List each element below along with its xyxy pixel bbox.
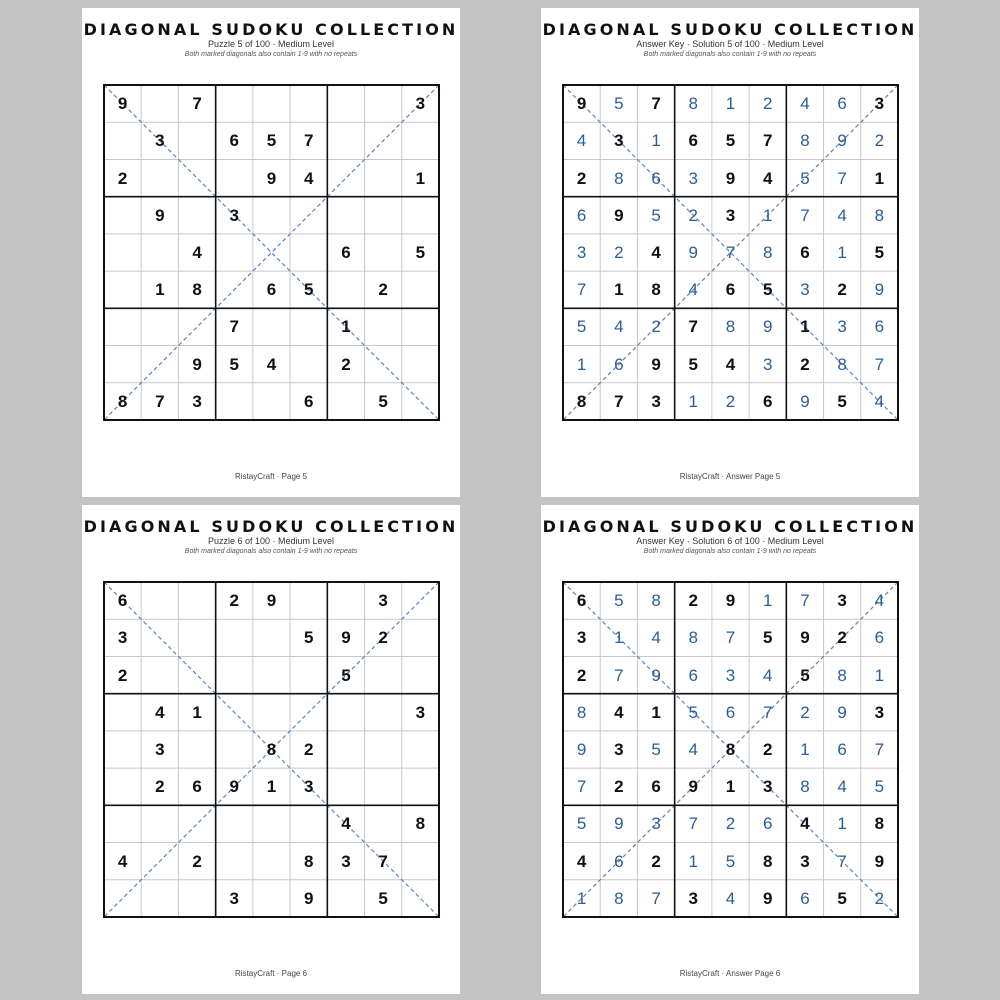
given-digit: 3 <box>155 739 165 759</box>
solution-digit: 3 <box>688 168 698 188</box>
given-digit: 3 <box>614 739 624 759</box>
page-subtitle: Puzzle 6 of 100 · Medium Level <box>207 536 335 546</box>
solution-digit: 1 <box>688 391 698 411</box>
given-digit: 5 <box>415 242 426 262</box>
given-digit: 5 <box>341 665 351 685</box>
given-digit: 4 <box>576 851 587 871</box>
given-digit: 1 <box>651 702 661 722</box>
solution-digit: 4 <box>874 591 885 611</box>
given-digit: 6 <box>266 280 277 300</box>
given-digit: 1 <box>341 317 351 337</box>
solution-digit: 4 <box>651 628 661 648</box>
given-digit: 7 <box>614 391 624 411</box>
given-digit: 3 <box>651 391 661 411</box>
given-digit: 9 <box>874 851 885 871</box>
given-digit: 1 <box>725 777 736 797</box>
given-digit: 4 <box>614 702 624 722</box>
solution-digit: 1 <box>725 94 736 114</box>
solution-digit: 7 <box>576 777 587 797</box>
given-digit: 7 <box>651 94 661 114</box>
solution-digit: 6 <box>837 739 847 759</box>
solution-digit: 8 <box>614 888 624 908</box>
given-digit: 8 <box>576 391 587 411</box>
solution-digit: 3 <box>762 354 773 374</box>
solution-digit: 8 <box>837 665 847 685</box>
solution-digit: 7 <box>614 665 624 685</box>
page-title: DIAGONAL SUDOKU COLLECTION <box>83 20 459 39</box>
solution-digit: 8 <box>651 591 661 611</box>
given-digit: 2 <box>117 168 128 188</box>
solution-digit: 6 <box>837 94 847 114</box>
given-digit: 9 <box>800 628 810 648</box>
given-digit: 6 <box>651 777 661 797</box>
given-digit: 9 <box>762 888 773 908</box>
solution-digit: 8 <box>874 205 885 225</box>
given-digit: 8 <box>192 280 202 300</box>
given-digit: 8 <box>117 391 128 411</box>
given-digit: 3 <box>303 777 314 797</box>
given-digit: 4 <box>762 168 773 188</box>
page-footer: RistayCraft · Answer Page 5 <box>679 472 781 481</box>
given-digit: 9 <box>614 205 624 225</box>
given-digit: 3 <box>874 702 885 722</box>
given-digit: 8 <box>651 280 661 300</box>
solution-digit: 5 <box>725 851 736 871</box>
given-digit: 2 <box>688 591 698 611</box>
given-digit: 5 <box>378 391 388 411</box>
given-digit: 5 <box>762 280 773 300</box>
solution-digit: 4 <box>837 777 847 797</box>
solution-digit: 1 <box>614 628 624 648</box>
given-digit: 2 <box>192 851 202 871</box>
given-digit: 2 <box>576 665 587 685</box>
given-digit: 8 <box>415 814 426 834</box>
page-footer: RistayCraft · Answer Page 6 <box>679 969 781 978</box>
solution-digit: 6 <box>762 814 773 834</box>
solution-digit: 2 <box>725 814 736 834</box>
given-digit: 4 <box>341 814 351 834</box>
page-subtitle: Puzzle 5 of 100 · Medium Level <box>207 39 335 49</box>
given-digit: 9 <box>229 777 239 797</box>
solution-digit: 9 <box>651 665 661 685</box>
solution-digit: 2 <box>688 205 698 225</box>
solution-digit: 8 <box>762 242 773 262</box>
given-digit: 5 <box>762 628 773 648</box>
given-digit: 9 <box>576 94 587 114</box>
given-digit: 7 <box>688 317 698 337</box>
given-digit: 3 <box>155 131 165 151</box>
given-digit: 2 <box>341 354 351 374</box>
page-subtitle: Answer Key · Solution 5 of 100 · Medium Level <box>636 39 824 49</box>
page-title: DIAGONAL SUDOKU COLLECTION <box>542 20 918 39</box>
given-digit: 3 <box>229 888 239 908</box>
page-note: Both marked diagonals also contain 1-9 with no repeats <box>643 548 817 555</box>
solution-digit: 5 <box>874 777 885 797</box>
given-digit: 6 <box>576 591 587 611</box>
solution-digit: 7 <box>762 702 773 722</box>
solution-digit: 5 <box>614 591 624 611</box>
given-digit: 8 <box>874 814 885 834</box>
solution-digit: 2 <box>614 242 624 262</box>
given-digit: 5 <box>688 354 698 374</box>
solution-digit: 7 <box>800 205 810 225</box>
solution-digit: 3 <box>651 814 661 834</box>
solution-digit: 9 <box>874 280 885 300</box>
solution-digit: 9 <box>576 739 587 759</box>
given-digit: 5 <box>837 391 847 411</box>
given-digit: 8 <box>303 851 314 871</box>
given-digit: 6 <box>303 391 314 411</box>
given-digit: 1 <box>415 168 426 188</box>
solution-digit: 6 <box>874 317 885 337</box>
solution-digit: 2 <box>800 702 810 722</box>
given-digit: 2 <box>303 739 314 759</box>
given-digit: 4 <box>192 242 202 262</box>
page-note: Both marked diagonals also contain 1-9 with no repeats <box>184 51 358 58</box>
given-digit: 3 <box>576 628 587 648</box>
solution-digit: 4 <box>874 391 885 411</box>
solution-digit: 9 <box>800 391 810 411</box>
sudoku-grid <box>104 582 439 917</box>
solution-digit: 6 <box>800 888 810 908</box>
solution-digit: 7 <box>874 739 885 759</box>
solution-digit: 2 <box>725 391 736 411</box>
solution-digit: 9 <box>762 317 773 337</box>
given-digit: 1 <box>266 777 277 797</box>
given-digit: 9 <box>725 168 736 188</box>
page-subtitle: Answer Key · Solution 6 of 100 · Medium Level <box>636 536 824 546</box>
solution-digit: 5 <box>800 168 810 188</box>
sudoku-grid <box>563 85 898 420</box>
given-digit: 5 <box>874 242 885 262</box>
given-digit: 7 <box>762 131 773 151</box>
solution-digit: 8 <box>800 131 810 151</box>
solution-digit: 7 <box>688 814 698 834</box>
page-title: DIAGONAL SUDOKU COLLECTION <box>542 517 918 536</box>
given-digit: 5 <box>303 280 314 300</box>
given-digit: 7 <box>155 391 165 411</box>
solution-digit: 4 <box>688 739 698 759</box>
given-digit: 5 <box>266 131 277 151</box>
given-digit: 3 <box>688 888 698 908</box>
solution-digit: 1 <box>762 205 773 225</box>
solution-digit: 6 <box>576 205 587 225</box>
solution-digit: 7 <box>800 591 810 611</box>
given-digit: 2 <box>837 628 847 648</box>
solution-digit: 4 <box>688 280 698 300</box>
given-digit: 2 <box>229 591 239 611</box>
given-digit: 4 <box>155 702 165 722</box>
page-footer: RistayCraft · Page 6 <box>234 969 308 978</box>
given-digit: 8 <box>762 851 773 871</box>
given-digit: 9 <box>266 591 277 611</box>
solution-digit: 1 <box>576 354 587 374</box>
given-digit: 4 <box>725 354 736 374</box>
solution-digit: 6 <box>614 851 624 871</box>
solution-digit: 6 <box>614 354 624 374</box>
solution-digit: 7 <box>725 242 736 262</box>
solution-digit: 4 <box>762 665 773 685</box>
solution-digit: 1 <box>688 851 698 871</box>
given-digit: 9 <box>688 777 698 797</box>
solution-digit: 9 <box>614 814 624 834</box>
given-digit: 6 <box>341 242 351 262</box>
given-digit: 3 <box>725 205 736 225</box>
given-digit: 7 <box>303 131 314 151</box>
given-digit: 4 <box>800 814 810 834</box>
solution-digit: 8 <box>800 777 810 797</box>
page-note: Both marked diagonals also contain 1-9 with no repeats <box>184 548 358 555</box>
solution-digit: 4 <box>614 317 624 337</box>
given-digit: 5 <box>229 354 239 374</box>
given-digit: 9 <box>341 628 351 648</box>
solution-digit: 7 <box>837 168 847 188</box>
given-digit: 1 <box>800 317 810 337</box>
given-digit: 5 <box>725 131 736 151</box>
given-digit: 2 <box>837 280 847 300</box>
given-digit: 4 <box>117 851 128 871</box>
solution-digit: 2 <box>651 317 661 337</box>
given-digit: 3 <box>800 851 810 871</box>
given-digit: 3 <box>614 131 624 151</box>
solution-digit: 3 <box>837 317 847 337</box>
solution-digit: 3 <box>725 665 736 685</box>
answer-page-6 <box>541 505 919 994</box>
solution-digit: 7 <box>576 280 587 300</box>
solution-digit: 1 <box>651 131 661 151</box>
given-digit: 3 <box>341 851 351 871</box>
given-digit: 9 <box>155 205 165 225</box>
puzzle-page-6 <box>82 505 460 994</box>
given-digit: 6 <box>688 131 698 151</box>
given-digit: 1 <box>874 168 885 188</box>
given-digit: 6 <box>800 242 810 262</box>
given-digit: 5 <box>837 888 847 908</box>
page-note: Both marked diagonals also contain 1-9 with no repeats <box>643 51 817 58</box>
solution-digit: 1 <box>874 665 885 685</box>
answer-page-5 <box>541 8 919 497</box>
given-digit: 4 <box>266 354 277 374</box>
solution-digit: 4 <box>725 888 736 908</box>
given-digit: 7 <box>192 94 202 114</box>
given-digit: 2 <box>378 280 388 300</box>
given-digit: 3 <box>415 94 426 114</box>
solution-digit: 8 <box>688 628 698 648</box>
given-digit: 2 <box>651 851 661 871</box>
given-digit: 2 <box>800 354 810 374</box>
solution-digit: 8 <box>576 702 587 722</box>
given-digit: 3 <box>117 628 128 648</box>
given-digit: 6 <box>725 280 736 300</box>
page-footer: RistayCraft · Page 5 <box>234 472 308 481</box>
given-digit: 5 <box>378 888 388 908</box>
given-digit: 1 <box>614 280 624 300</box>
solution-digit: 3 <box>800 280 810 300</box>
solution-digit: 1 <box>837 242 847 262</box>
solution-digit: 3 <box>576 242 587 262</box>
given-digit: 6 <box>192 777 202 797</box>
solution-digit: 1 <box>800 739 810 759</box>
given-digit: 6 <box>762 391 773 411</box>
given-digit: 5 <box>800 665 810 685</box>
given-digit: 1 <box>192 702 202 722</box>
solution-digit: 7 <box>837 851 847 871</box>
given-digit: 2 <box>117 665 128 685</box>
given-digit: 9 <box>117 94 128 114</box>
solution-digit: 7 <box>725 628 736 648</box>
solution-digit: 6 <box>725 702 736 722</box>
given-digit: 2 <box>762 739 773 759</box>
sudoku-grid <box>104 85 439 420</box>
given-digit: 3 <box>874 94 885 114</box>
solution-digit: 7 <box>651 888 661 908</box>
given-digit: 2 <box>155 777 165 797</box>
solution-digit: 5 <box>651 205 661 225</box>
solution-digit: 4 <box>800 94 810 114</box>
solution-digit: 9 <box>837 702 847 722</box>
given-digit: 5 <box>303 628 314 648</box>
given-digit: 8 <box>725 739 736 759</box>
given-digit: 7 <box>378 851 388 871</box>
solution-digit: 8 <box>725 317 736 337</box>
solution-digit: 5 <box>576 814 587 834</box>
given-digit: 3 <box>192 391 202 411</box>
solution-digit: 9 <box>688 242 698 262</box>
solution-digit: 2 <box>762 94 773 114</box>
given-digit: 2 <box>576 168 587 188</box>
given-digit: 9 <box>725 591 736 611</box>
solution-digit: 1 <box>762 591 773 611</box>
sudoku-grid <box>563 582 898 917</box>
given-digit: 3 <box>229 205 239 225</box>
given-digit: 8 <box>266 739 277 759</box>
given-digit: 3 <box>762 777 773 797</box>
solution-digit: 6 <box>874 628 885 648</box>
solution-digit: 6 <box>688 665 698 685</box>
solution-digit: 1 <box>576 888 587 908</box>
given-digit: 6 <box>117 591 128 611</box>
solution-digit: 4 <box>837 205 847 225</box>
solution-digit: 6 <box>651 168 661 188</box>
given-digit: 3 <box>378 591 388 611</box>
given-digit: 4 <box>651 242 661 262</box>
solution-digit: 9 <box>837 131 847 151</box>
solution-digit: 5 <box>688 702 698 722</box>
given-digit: 3 <box>837 591 847 611</box>
solution-digit: 5 <box>614 94 624 114</box>
solution-digit: 4 <box>576 131 587 151</box>
solution-digit: 2 <box>874 131 885 151</box>
page-title: DIAGONAL SUDOKU COLLECTION <box>83 517 459 536</box>
solution-digit: 8 <box>614 168 624 188</box>
given-digit: 3 <box>415 702 426 722</box>
given-digit: 2 <box>378 628 388 648</box>
solution-digit: 1 <box>837 814 847 834</box>
given-digit: 2 <box>614 777 624 797</box>
solution-digit: 8 <box>688 94 698 114</box>
given-digit: 9 <box>266 168 277 188</box>
given-digit: 7 <box>229 317 239 337</box>
given-digit: 6 <box>229 131 239 151</box>
given-digit: 9 <box>192 354 202 374</box>
solution-digit: 8 <box>837 354 847 374</box>
given-digit: 1 <box>155 280 165 300</box>
solution-digit: 2 <box>874 888 885 908</box>
solution-digit: 5 <box>651 739 661 759</box>
solution-digit: 5 <box>576 317 587 337</box>
given-digit: 4 <box>303 168 314 188</box>
given-digit: 9 <box>303 888 314 908</box>
given-digit: 9 <box>651 354 661 374</box>
puzzle-page-5 <box>82 8 460 497</box>
solution-digit: 7 <box>874 354 885 374</box>
